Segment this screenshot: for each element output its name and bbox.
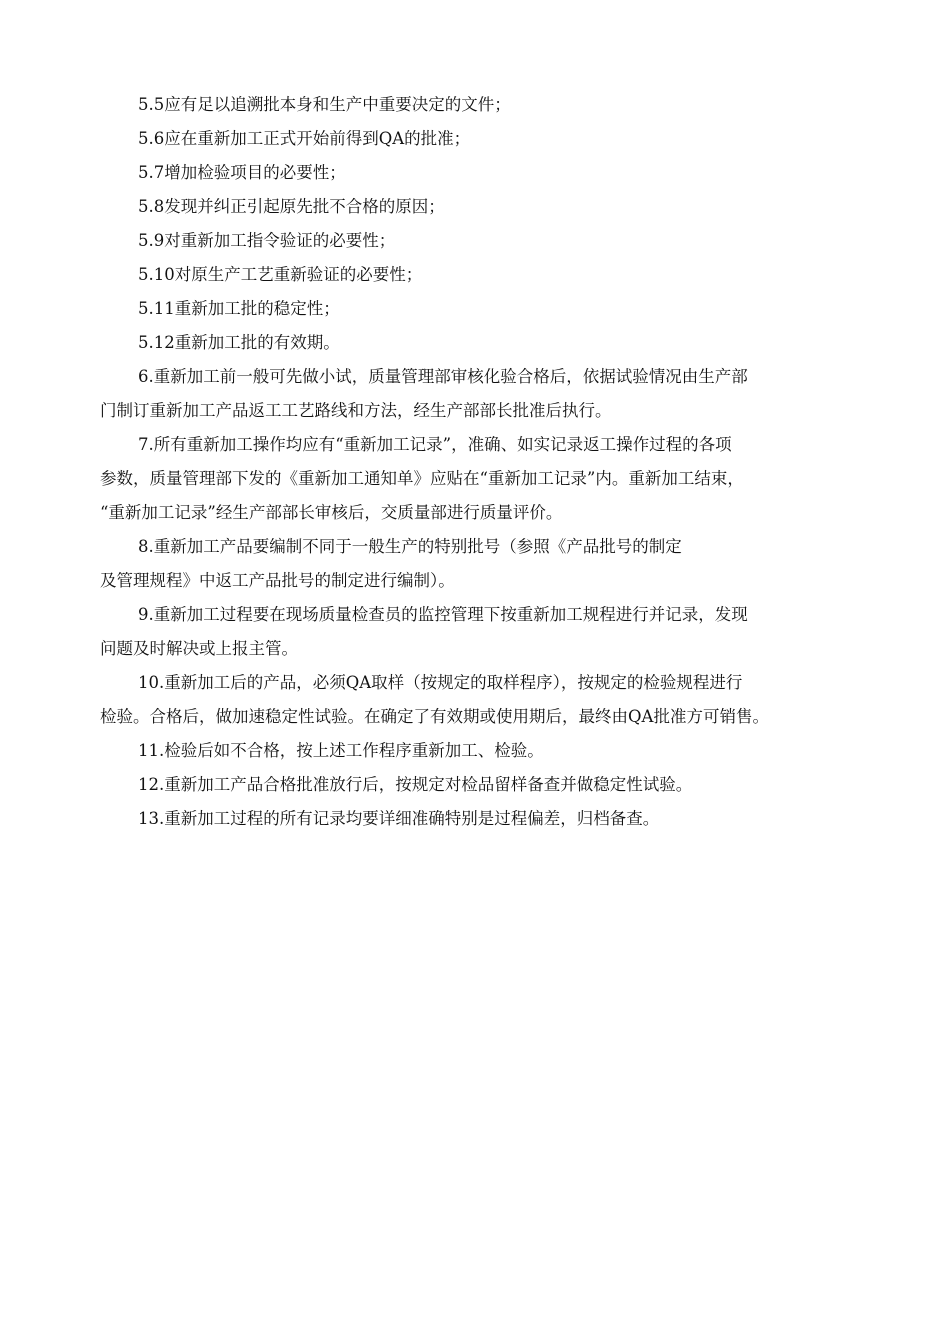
clause-10 <box>100 666 870 734</box>
document-page <box>100 88 870 836</box>
text-line: 12.重新加工产品合格批准放行后，按规定对检品留样备查并做稳定性试验。 <box>138 775 693 794</box>
text-line: 5.12重新加工批的有效期。 <box>138 333 340 352</box>
text-line: 及管理规程》中返工产品批号的制定进行编制）。 <box>100 571 455 590</box>
clause-9 <box>100 598 870 666</box>
clause-5-5 <box>100 88 870 122</box>
clause-13 <box>100 802 870 836</box>
text-line: 7.所有重新加工操作均应有“重新加工记录”，准确、如实记录返工操作过程的各项 <box>138 435 732 454</box>
clause-5-6 <box>100 122 870 156</box>
text-line: 门制订重新加工产品返工工艺路线和方法，经生产部部长批准后执行。 <box>100 401 612 420</box>
text-line: 6.重新加工前一般可先做小试，质量管理部审核化验合格后，依据试验情况由生产部 <box>138 367 748 386</box>
text-line: 问题及时解决或上报主管。 <box>100 639 298 658</box>
text-line: “重新加工记录”经生产部部长审核后，交质量部进行质量评价。 <box>100 503 563 522</box>
clause-5-11 <box>100 292 870 326</box>
text-line: 5.7增加检验项目的必要性； <box>138 163 346 182</box>
text-line: 5.8发现并纠正引起原先批不合格的原因； <box>138 197 445 216</box>
text-line: 5.9对重新加工指令验证的必要性； <box>138 231 396 250</box>
text-line: 10.重新加工后的产品，必须QA取样（按规定的取样程序），按规定的检验规程进行 <box>138 673 743 692</box>
clause-5-12 <box>100 326 870 360</box>
text-line: 参数，质量管理部下发的《重新加工通知单》应贴在“重新加工记录”内。重新加工结束， <box>100 469 744 488</box>
clause-7 <box>100 428 870 530</box>
text-line: 检验。合格后，做加速稳定性试验。在确定了有效期或使用期后，最终由QA批准方可销售。 <box>100 707 769 726</box>
text-line: 11.检验后如不合格，按上述工作程序重新加工、检验。 <box>138 741 544 760</box>
text-line: 5.5应有足以追溯批本身和生产中重要决定的文件； <box>138 95 511 114</box>
clause-8 <box>100 530 870 598</box>
clause-5-10 <box>100 258 870 292</box>
text-line: 9.重新加工过程要在现场质量检查员的监控管理下按重新加工规程进行并记录，发现 <box>138 605 748 624</box>
text-line: 5.6应在重新加工正式开始前得到QA的批准； <box>138 129 471 148</box>
text-line: 8.重新加工产品要编制不同于一般生产的特别批号（参照《产品批号的制定 <box>138 537 682 556</box>
clause-12 <box>100 768 870 802</box>
clause-5-9 <box>100 224 870 258</box>
text-line: 5.10对原生产工艺重新验证的必要性； <box>138 265 423 284</box>
clause-5-7 <box>100 156 870 190</box>
clause-5-8 <box>100 190 870 224</box>
text-line: 5.11重新加工批的稳定性； <box>138 299 340 318</box>
text-line: 13.重新加工过程的所有记录均要详细准确特别是过程偏差，归档备查。 <box>138 809 660 828</box>
clause-6 <box>100 360 870 428</box>
clause-11 <box>100 734 870 768</box>
